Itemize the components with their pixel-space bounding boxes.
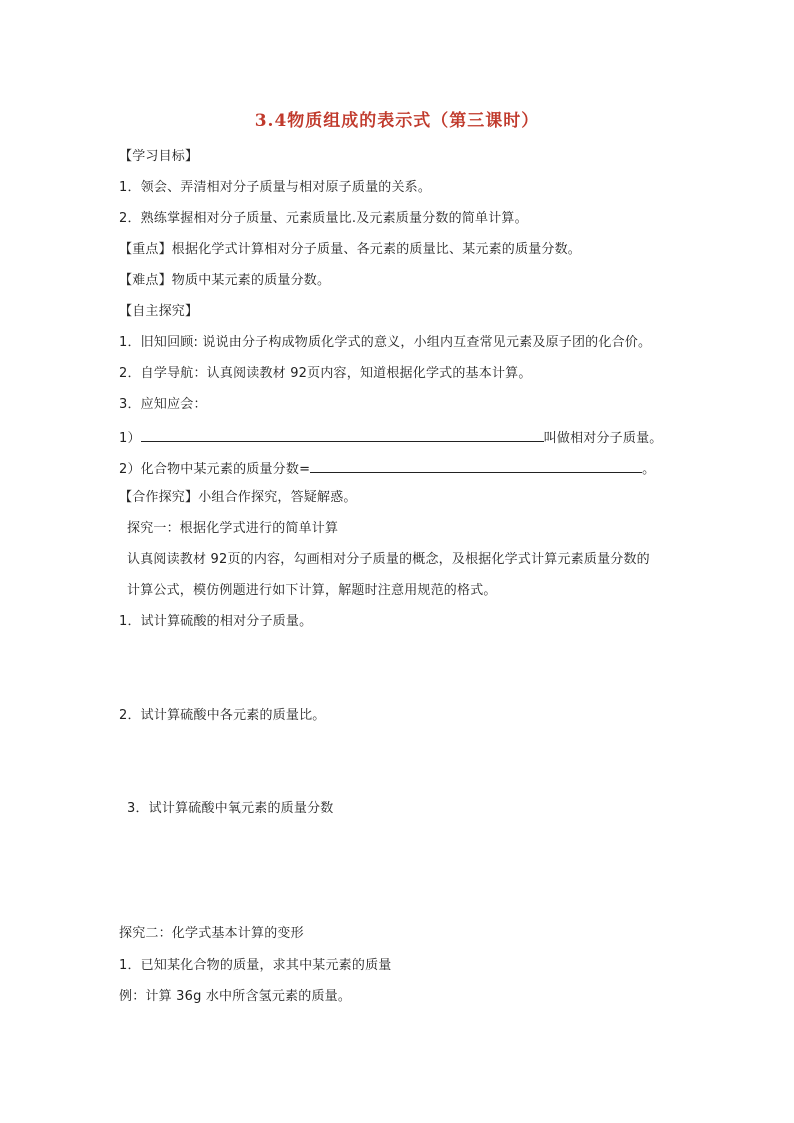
explore-2-question-1: 1．已知某化合物的质量，求其中某元素的质量 [119, 958, 392, 973]
coop-heading: 【合作探究】小组合作探究，答疑解惑。 [119, 490, 357, 505]
answer-blank-2[interactable] [310, 458, 642, 473]
fill-blank-2 [119, 458, 655, 479]
review-item: 1．旧知回顾: 说说由分子构成物质化学式的意义，小组内互查常见元素及原子团的化合价。 [119, 335, 652, 350]
example-item: 例：计算 36g 水中所含氢元素的质量。 [119, 989, 352, 1004]
answer-blank-1[interactable] [141, 427, 544, 442]
self-study-item: 2．自学导航：认真阅读教材 92页内容，知道根据化学式的基本计算。 [119, 366, 532, 381]
difficulty: 【难点】物质中某元素的质量分数。 [119, 273, 331, 288]
fill-blank-2-prefix: 2）化合物中某元素的质量分数= [119, 462, 311, 477]
self-explore-heading: 【自主探究】 [119, 304, 199, 319]
question-3: 3．试计算硫酸中氧元素的质量分数 [127, 801, 334, 816]
page-title: 3.4物质组成的表示式（第三课时） [254, 111, 540, 131]
question-2: 2．试计算硫酸中各元素的质量比。 [119, 708, 326, 723]
fill-blank-2-suffix: 。 [642, 462, 656, 477]
key-point: 【重点】根据化学式计算相对分子质量、各元素的质量比、某元素的质量分数。 [119, 242, 582, 257]
fill-blank-1 [119, 427, 662, 448]
goal-2: 2．熟练掌握相对分子质量、元素质量比.及元素质量分数的简单计算。 [119, 211, 528, 226]
question-1: 1．试计算硫酸的相对分子质量。 [119, 614, 313, 629]
should-know-item: 3．应知应会： [119, 397, 207, 412]
explore-1-text-a: 认真阅读教材 92页的内容，勾画相对分子质量的概念，及根据化学式计算元素质量分数的 [127, 552, 650, 567]
explore-1-title: 探究一：根据化学式进行的简单计算 [127, 521, 339, 536]
fill-blank-1-suffix: 叫做相对分子质量。 [543, 431, 663, 446]
explore-2-title: 探究二：化学式基本计算的变形 [119, 926, 304, 941]
goal-1: 1．领会、弄清相对分子质量与相对原子质量的关系。 [119, 180, 432, 195]
explore-1-text-b: 计算公式，模仿例题进行如下计算，解题时注意用规范的格式。 [127, 583, 497, 598]
fill-blank-1-prefix: 1） [119, 431, 141, 446]
goals-heading: 【学习目标】 [119, 149, 199, 164]
